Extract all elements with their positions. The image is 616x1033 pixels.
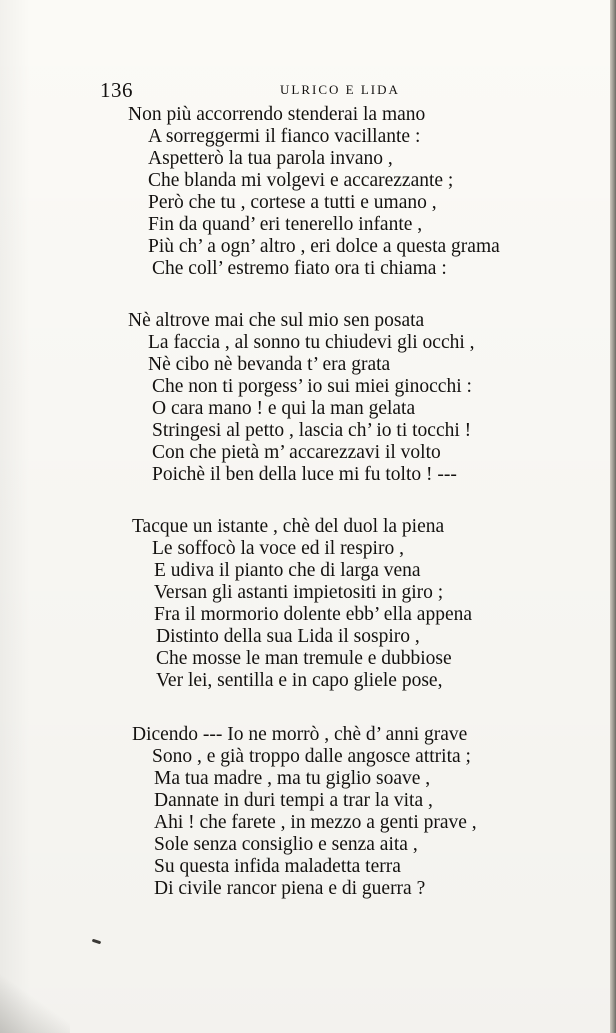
verse-line: Che mosse le man tremule e dubbiose — [156, 648, 452, 669]
corner-shadow — [0, 973, 70, 1033]
verse-line: Versan gli astanti impietositi in giro ; — [154, 582, 444, 603]
verse-line: E udiva il pianto che di larga vena — [154, 560, 421, 581]
verse-line: Tacque un istante , chè del duol la piena — [132, 516, 445, 537]
page-header — [100, 78, 570, 100]
page-number: 136 — [100, 78, 133, 102]
verse-line: Stringesi al petto , lascia ch’ io ti tocchi ! — [152, 420, 472, 441]
page-edge-shadow — [610, 0, 616, 1033]
verse-line: Aspetterò la tua parola invano , — [148, 148, 393, 169]
verse-line: A sorreggermi il fianco vacillante : — [148, 126, 421, 147]
verse-line: La faccia , al sonno tu chiudevi gli occhi , — [148, 332, 475, 353]
verse-line: Distinto della sua Lida il sospiro , — [156, 626, 420, 647]
verse-line: Dannate in duri tempi a trar la vita , — [154, 790, 433, 811]
verse-line: Fin da quand’ eri tenerello infante , — [148, 214, 423, 235]
verse-line: Sono , e già troppo dalle angosce attrita ; — [152, 746, 471, 767]
verse-line: Non più accorrendo stenderai la mano — [128, 104, 426, 125]
verse-line: Con che pietà m’ accarezzavi il volto — [152, 442, 441, 463]
verse-line: Poichè il ben della luce mi fu tolto ! --- — [152, 464, 457, 485]
verse-line: Dicendo --- Io ne morrò , chè d’ anni grave — [132, 724, 468, 745]
verse-line: Che non ti porgess’ io sui miei ginocchi : — [152, 376, 472, 397]
verse-line: O cara mano ! e qui la man gelata — [152, 398, 416, 419]
verse-line: Su questa infida maladetta terra — [154, 856, 401, 877]
verse-line: Ma tua madre , ma tu giglio soave , — [154, 768, 431, 789]
verse-line: Sole senza consiglio e senza aita , — [154, 834, 418, 855]
ink-speck — [92, 939, 101, 945]
verse-line: Più ch’ a ogn’ altro , eri dolce a questa grama — [148, 236, 500, 257]
verse-line: Nè altrove mai che sul mio sen posata — [128, 310, 425, 331]
verse-line: Ver lei, sentilla e in capo gliele pose, — [156, 670, 443, 691]
verse-line: Però che tu , cortese a tutti e umano , — [148, 192, 437, 213]
verse-line: Di civile rancor piena e di guerra ? — [154, 878, 426, 899]
running-title: ULRICO E LIDA — [280, 82, 400, 97]
verse-line: Nè cibo nè bevanda t’ era grata — [148, 354, 391, 375]
verse-line: Che blanda mi volgevi e accarezzante ; — [148, 170, 454, 191]
verse-line: Le soffocò la voce ed il respiro , — [152, 538, 404, 559]
verse-line: Fra il mormorio dolente ebb’ ella appena — [154, 604, 473, 625]
verse-line: Ahi ! che farete , in mezzo a genti prave , — [154, 812, 477, 833]
verse-line: Che coll’ estremo fiato ora ti chiama : — [152, 258, 447, 279]
